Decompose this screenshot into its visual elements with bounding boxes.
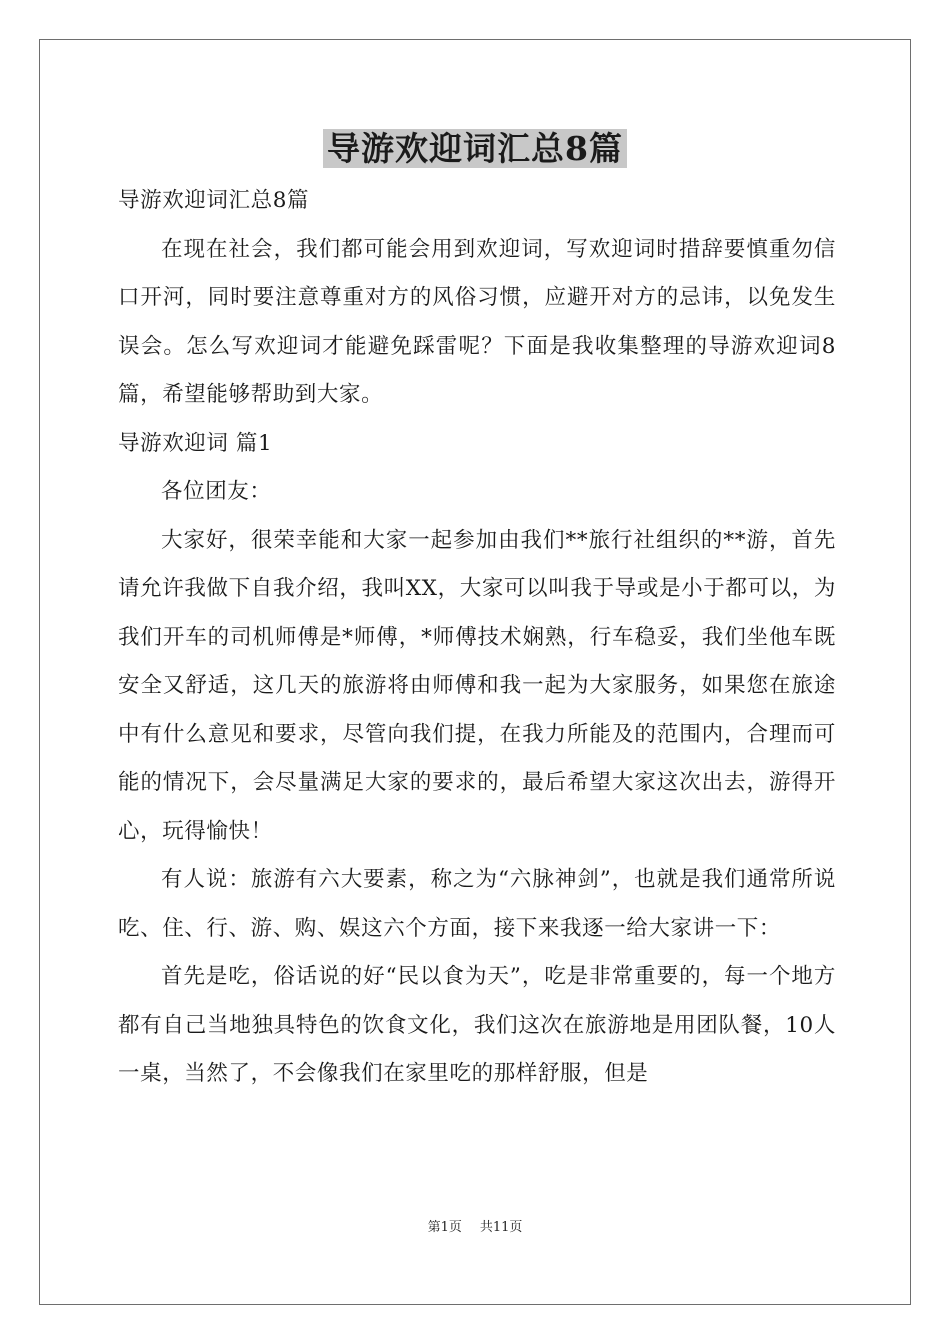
greeting-paragraph: 各位团友：	[161, 479, 272, 504]
document-title	[0, 124, 950, 174]
body-paragraph: 有人说：旅游有六大要素，称之为“六脉神剑”，也就是我们通常所说吃、住、行、游、购、娱这六个方面，接下来我逐一给大家讲一下：	[118, 867, 836, 941]
intro-paragraph: 在现在社会，我们都可能会用到欢迎词，写欢迎词时措辞要慎重勿信口开河，同时要注意尊重对方的风俗习惯，应避开对方的忌讳，以免发生误会。怎么写欢迎词才能避免踩雷呢？下面是我收集整理的导游欢迎词8篇，希望能够帮助到大家。	[118, 236, 836, 407]
page-total: 共11页	[479, 1220, 523, 1235]
body-paragraph: 大家好，很荣幸能和大家一起参加由我们**旅行社组织的**游，首先请允许我做下自我介绍，我叫XX，大家可以叫我于导或是小于都可以，为我们开车的司机师傅是*师傅，*师傅技术娴熟，行车稳妥，我们坐他车既安全又舒适，这几天的旅游将由师傅和我一起为大家服务，如果您在旅途中有什么意见和要求，尽管向我们提，在我力所能及的范围内，合理而可能的情况下，会尽量满足大家的要求的，最后希望大家这次出去，游得开心，玩得愉快！	[118, 527, 836, 844]
document-title-text: 导游欢迎词汇总8篇	[323, 129, 627, 168]
section-heading: 导游欢迎词 篇1	[118, 430, 273, 456]
page-number: 第1页	[427, 1220, 462, 1235]
document-body	[118, 177, 836, 1099]
page-footer	[0, 1219, 950, 1237]
body-paragraph: 首先是吃，俗话说的好“民以食为天”，吃是非常重要的，每一个地方都有自己当地独具特色的饮食文化，我们这次在旅游地是用团队餐，10人一桌，当然了，不会像我们在家里吃的那样舒服，但是	[118, 964, 836, 1086]
subtitle-paragraph: 导游欢迎词汇总8篇	[118, 188, 310, 213]
